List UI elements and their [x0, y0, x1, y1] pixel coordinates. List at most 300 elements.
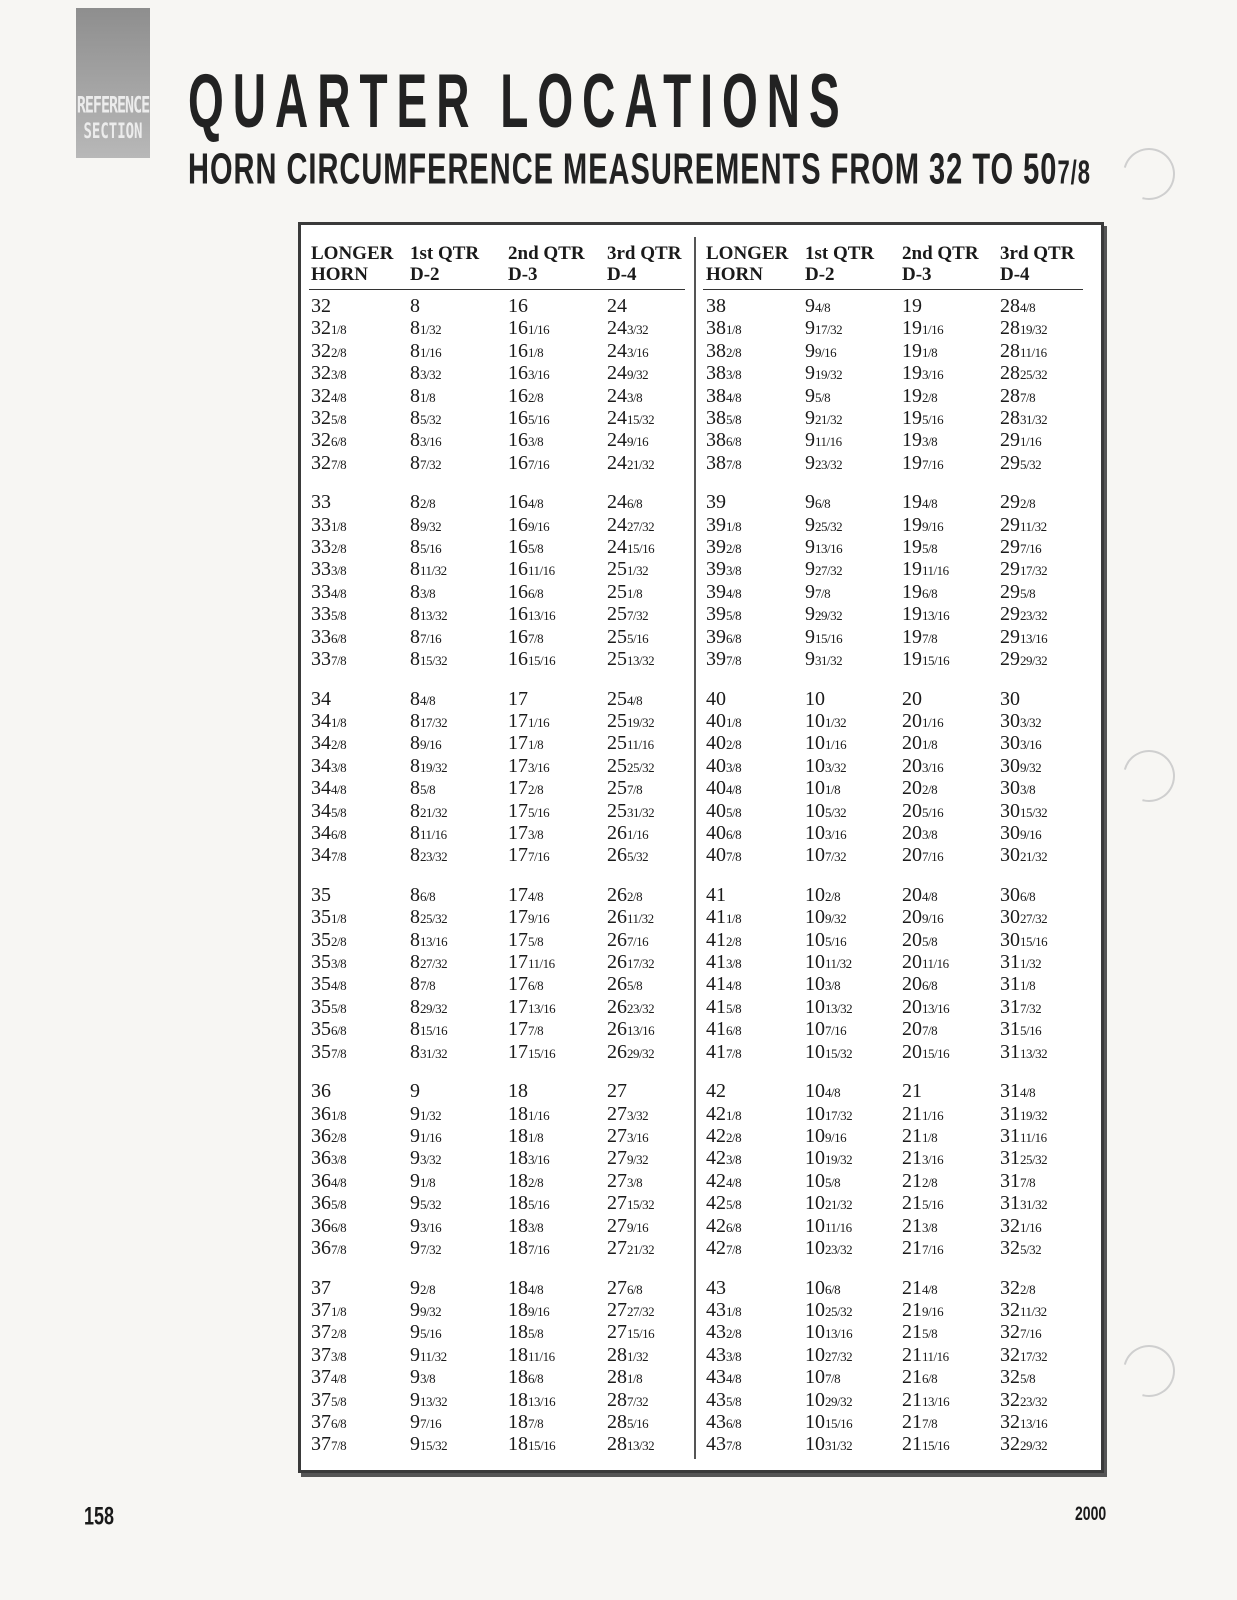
third-quarter-cell: 2727/32: [607, 1298, 655, 1321]
second-quarter-cell: 187/16: [508, 1236, 550, 1259]
third-quarter-cell: 2917/32: [1000, 558, 1048, 581]
table-row: [301, 385, 1101, 407]
table-row: [301, 1147, 1101, 1169]
third-quarter-cell: 2923/32: [1000, 603, 1048, 626]
second-quarter-cell: 215/8: [902, 1321, 938, 1344]
horn-length-cell: 402/8: [706, 732, 742, 755]
third-quarter-cell: 3223/32: [1000, 1388, 1048, 1411]
table-row: [301, 626, 1101, 648]
table-row: [301, 1277, 1101, 1299]
first-quarter-cell: 819/32: [410, 754, 448, 777]
first-quarter-cell: 109/32: [805, 906, 847, 929]
first-quarter-cell: 97/32: [410, 1236, 442, 1259]
third-quarter-cell: 3015/32: [1000, 799, 1048, 822]
table-row: [301, 295, 1101, 317]
horn-length-cell: 331/8: [311, 513, 347, 536]
second-quarter-cell: 1911/16: [902, 558, 949, 581]
table-row: [301, 755, 1101, 777]
third-quarter-cell: 2715/16: [607, 1321, 655, 1344]
second-quarter-cell: 161/8: [508, 339, 544, 362]
first-quarter-cell: 1013/32: [805, 995, 853, 1018]
third-quarter-cell: 303/8: [1000, 777, 1036, 800]
second-quarter-cell: 163/16: [508, 362, 550, 385]
third-quarter-cell: 2819/32: [1000, 317, 1048, 340]
second-quarter-cell: 186/8: [508, 1366, 544, 1389]
table-row: [301, 491, 1101, 513]
horn-length-cell: 382/8: [706, 339, 742, 362]
horn-length-cell: 342/8: [311, 732, 347, 755]
table-row: [301, 1103, 1101, 1125]
first-quarter-cell: 1011/32: [805, 951, 852, 974]
horn-length-cell: 324/8: [311, 384, 347, 407]
third-quarter-cell: 303/16: [1000, 732, 1042, 755]
horn-length-cell: 352/8: [311, 928, 347, 951]
first-quarter-cell: 91/32: [410, 1102, 442, 1125]
first-quarter-cell: 95/16: [410, 1321, 442, 1344]
horn-length-cell: 427/8: [706, 1236, 742, 1259]
third-quarter-cell: 2813/32: [607, 1433, 655, 1456]
third-quarter-cell: 3125/32: [1000, 1147, 1048, 1170]
first-quarter-cell: 107/8: [805, 1366, 841, 1389]
third-quarter-cell: 3027/32: [1000, 906, 1048, 929]
first-quarter-cell: 85/8: [410, 777, 436, 800]
first-quarter-cell: 919/32: [805, 362, 843, 385]
horn-length-cell: 336/8: [311, 625, 347, 648]
horn-length-cell: 366/8: [311, 1214, 347, 1237]
first-quarter-cell: 105/32: [805, 799, 847, 822]
horn-length-cell: 333/8: [311, 558, 347, 581]
third-quarter-cell: 2825/32: [1000, 362, 1048, 385]
table-row: [301, 603, 1101, 625]
first-quarter-cell: 927/32: [805, 558, 843, 581]
table-row: [301, 1389, 1101, 1411]
measurement-group: [301, 884, 1101, 1063]
third-quarter-cell: 284/8: [1000, 295, 1036, 317]
first-quarter-cell: 99/16: [805, 339, 837, 362]
header-rule: [703, 289, 1083, 290]
second-quarter-cell: 189/16: [508, 1298, 550, 1321]
second-quarter-cell: 1613/16: [508, 603, 556, 626]
third-quarter-cell: 254/8: [607, 687, 643, 710]
second-quarter-cell: 169/16: [508, 513, 550, 536]
third-quarter-cell: 309/32: [1000, 754, 1042, 777]
column-header: 2nd QTR D-3: [902, 243, 979, 285]
first-quarter-cell: 91/16: [410, 1124, 442, 1147]
second-quarter-cell: 192/8: [902, 384, 938, 407]
table-row: [301, 429, 1101, 451]
second-quarter-cell: 2011/16: [902, 951, 949, 974]
first-quarter-cell: 911/16: [805, 429, 842, 452]
first-quarter-cell: 97/8: [805, 580, 831, 603]
second-quarter-cell: 177/16: [508, 844, 550, 867]
third-quarter-cell: 3211/32: [1000, 1298, 1047, 1321]
horn-length-cell: 327/8: [311, 451, 347, 474]
horn-length-cell: 414/8: [706, 973, 742, 996]
third-quarter-cell: 291/16: [1000, 429, 1042, 452]
horn-length-cell: 421/8: [706, 1102, 742, 1125]
table-row: [301, 1125, 1101, 1147]
first-quarter-cell: 831/32: [410, 1040, 448, 1063]
page-title: QUARTER LOCATIONS: [188, 57, 849, 144]
horn-length-cell: 373/8: [311, 1343, 347, 1366]
column-header: 3rd QTR D-4: [607, 243, 682, 285]
third-quarter-cell: 2511/16: [607, 732, 654, 755]
third-quarter-cell: 246/8: [607, 491, 643, 514]
third-quarter-cell: 3119/32: [1000, 1102, 1048, 1125]
table-row: [301, 822, 1101, 844]
third-quarter-cell: 2629/32: [607, 1040, 655, 1063]
second-quarter-cell: 17: [508, 687, 528, 710]
second-quarter-cell: 181/16: [508, 1102, 550, 1125]
horn-length-cell: 38: [706, 295, 726, 317]
first-quarter-cell: 913/16: [805, 536, 843, 559]
first-quarter-cell: 92/8: [410, 1276, 436, 1299]
second-quarter-cell: 162/8: [508, 384, 544, 407]
horn-length-cell: 356/8: [311, 1018, 347, 1041]
measurement-group: [301, 491, 1101, 670]
horn-length-cell: 32: [311, 295, 331, 317]
first-quarter-cell: 106/8: [805, 1276, 841, 1299]
first-quarter-cell: 107/16: [805, 1018, 847, 1041]
first-quarter-cell: 1031/32: [805, 1433, 853, 1456]
second-quarter-cell: 185/8: [508, 1321, 544, 1344]
measurement-table: [298, 222, 1104, 1473]
binder-hole-icon: [1113, 740, 1184, 811]
horn-length-cell: 353/8: [311, 951, 347, 974]
table-row: [301, 317, 1101, 339]
first-quarter-cell: 815/16: [410, 1018, 448, 1041]
second-quarter-cell: 197/8: [902, 625, 938, 648]
table-row: [301, 951, 1101, 973]
subtitle-fraction: 7/8: [1057, 153, 1092, 191]
third-quarter-cell: 2715/32: [607, 1192, 655, 1215]
column-header: 1st QTR D-2: [410, 243, 480, 285]
second-quarter-cell: 215/16: [902, 1192, 944, 1215]
second-quarter-cell: 201/8: [902, 732, 938, 755]
horn-length-cell: 344/8: [311, 777, 347, 800]
third-quarter-cell: 2513/32: [607, 648, 655, 671]
third-quarter-cell: 295/8: [1000, 580, 1036, 603]
second-quarter-cell: 2015/16: [902, 1040, 950, 1063]
second-quarter-cell: 1813/16: [508, 1388, 556, 1411]
first-quarter-cell: 83/32: [410, 362, 442, 385]
third-quarter-cell: 24: [607, 295, 627, 317]
first-quarter-cell: 1015/16: [805, 1410, 853, 1433]
third-quarter-cell: 3015/16: [1000, 928, 1048, 951]
table-row: [301, 581, 1101, 603]
second-quarter-cell: 176/8: [508, 973, 544, 996]
table-row: [301, 407, 1101, 429]
third-quarter-cell: 265/8: [607, 973, 643, 996]
horn-length-cell: 367/8: [311, 1236, 347, 1259]
first-quarter-cell: 815/32: [410, 648, 448, 671]
second-quarter-cell: 195/8: [902, 536, 938, 559]
first-quarter-cell: 91/8: [410, 1169, 436, 1192]
horn-length-cell: 425/8: [706, 1192, 742, 1215]
first-quarter-cell: 84/8: [410, 687, 436, 710]
table-row: [301, 648, 1101, 670]
first-quarter-cell: 823/32: [410, 844, 448, 867]
second-quarter-cell: 1711/16: [508, 951, 555, 974]
third-quarter-cell: 251/32: [607, 558, 649, 581]
first-quarter-cell: 101/32: [805, 709, 847, 732]
second-quarter-cell: 1611/16: [508, 558, 555, 581]
third-quarter-cell: 261/16: [607, 821, 649, 844]
horn-length-cell: 386/8: [706, 429, 742, 452]
horn-length-cell: 394/8: [706, 580, 742, 603]
horn-length-cell: 335/8: [311, 603, 347, 626]
page-subtitle: [188, 146, 1091, 196]
second-quarter-cell: 191/8: [902, 339, 938, 362]
second-quarter-cell: 195/16: [902, 407, 944, 429]
second-quarter-cell: 16: [508, 295, 528, 317]
second-quarter-cell: 182/8: [508, 1169, 544, 1192]
first-quarter-cell: 811/16: [410, 821, 447, 844]
horn-length-cell: 383/8: [706, 362, 742, 385]
first-quarter-cell: 109/16: [805, 1124, 847, 1147]
second-quarter-cell: 175/8: [508, 928, 544, 951]
horn-length-cell: 33: [311, 491, 331, 514]
reference-label: REFERENCE: [76, 91, 150, 119]
horn-length-cell: 391/8: [706, 513, 742, 536]
second-quarter-cell: 213/8: [902, 1214, 938, 1237]
horn-length-cell: 34: [311, 687, 331, 710]
horn-length-cell: 437/8: [706, 1433, 742, 1456]
first-quarter-cell: 81/32: [410, 317, 442, 340]
table-row: [301, 1321, 1101, 1343]
first-quarter-cell: 813/16: [410, 928, 448, 951]
third-quarter-cell: 315/16: [1000, 1018, 1042, 1041]
table-row: [301, 1366, 1101, 1388]
table-row: [301, 884, 1101, 906]
first-quarter-cell: 85/32: [410, 407, 442, 429]
third-quarter-cell: 2611/32: [607, 906, 654, 929]
third-quarter-cell: 2623/32: [607, 995, 655, 1018]
second-quarter-cell: 1715/16: [508, 1040, 556, 1063]
measurement-group: [301, 1277, 1101, 1456]
second-quarter-cell: 199/16: [902, 513, 944, 536]
horn-length-cell: 377/8: [311, 1433, 347, 1456]
first-quarter-cell: 83/8: [410, 580, 436, 603]
second-quarter-cell: 205/8: [902, 928, 938, 951]
measurement-group: [301, 1080, 1101, 1259]
table-row: [301, 1018, 1101, 1040]
horn-length-cell: 37: [311, 1276, 331, 1299]
table-row: [301, 973, 1101, 995]
horn-length-cell: 323/8: [311, 362, 347, 385]
third-quarter-cell: 311/32: [1000, 951, 1042, 974]
table-row: [301, 536, 1101, 558]
first-quarter-cell: 1019/32: [805, 1147, 853, 1170]
third-quarter-cell: 3213/16: [1000, 1410, 1048, 1433]
third-quarter-cell: 243/16: [607, 339, 649, 362]
horn-length-cell: 422/8: [706, 1124, 742, 1147]
first-quarter-cell: 1011/16: [805, 1214, 852, 1237]
second-quarter-cell: 1815/16: [508, 1433, 556, 1456]
first-quarter-cell: 931/32: [805, 648, 843, 671]
table-row: [301, 514, 1101, 536]
column-header: 3rd QTR D-4: [1000, 243, 1075, 285]
section-label: SECTION: [83, 120, 143, 144]
first-quarter-cell: 95/32: [410, 1192, 442, 1215]
first-quarter-cell: 8: [410, 295, 420, 317]
horn-length-cell: 393/8: [706, 558, 742, 581]
horn-length-cell: 375/8: [311, 1388, 347, 1411]
third-quarter-cell: 27: [607, 1080, 627, 1103]
third-quarter-cell: 273/32: [607, 1102, 649, 1125]
horn-length-cell: 426/8: [706, 1214, 742, 1237]
first-quarter-cell: 1025/32: [805, 1298, 853, 1321]
second-quarter-cell: 164/8: [508, 491, 544, 514]
horn-length-cell: 392/8: [706, 536, 742, 559]
third-quarter-cell: 249/16: [607, 429, 649, 452]
third-quarter-cell: 3113/32: [1000, 1040, 1048, 1063]
first-quarter-cell: 82/8: [410, 491, 436, 514]
third-quarter-cell: 325/32: [1000, 1236, 1042, 1259]
horn-length-cell: 396/8: [706, 625, 742, 648]
first-quarter-cell: 1015/32: [805, 1040, 853, 1063]
table-row: [301, 452, 1101, 474]
third-quarter-cell: 265/32: [607, 844, 649, 867]
first-quarter-cell: 103/16: [805, 821, 847, 844]
table-row: [301, 1299, 1101, 1321]
third-quarter-cell: 3229/32: [1000, 1433, 1048, 1456]
second-quarter-cell: 181/8: [508, 1124, 544, 1147]
second-quarter-cell: 203/8: [902, 821, 938, 844]
horn-length-cell: 321/8: [311, 317, 347, 340]
second-quarter-cell: 161/16: [508, 317, 550, 340]
third-quarter-cell: 295/32: [1000, 451, 1042, 474]
second-quarter-cell: 1811/16: [508, 1343, 555, 1366]
first-quarter-cell: 104/8: [805, 1080, 841, 1103]
second-quarter-cell: 187/8: [508, 1410, 544, 1433]
first-quarter-cell: 825/32: [410, 906, 448, 929]
horn-length-cell: 397/8: [706, 648, 742, 671]
horn-length-cell: 39: [706, 491, 726, 514]
second-quarter-cell: 20: [902, 687, 922, 710]
second-quarter-cell: 165/16: [508, 407, 550, 429]
horn-length-cell: 372/8: [311, 1321, 347, 1344]
table-row: [301, 844, 1101, 866]
first-quarter-cell: 1029/32: [805, 1388, 853, 1411]
subtitle-text: HORN CIRCUMFERENCE MEASUREMENTS FROM 32 TO 50: [188, 146, 1058, 194]
table-row: [301, 1192, 1101, 1214]
horn-length-cell: 374/8: [311, 1366, 347, 1389]
first-quarter-cell: 9: [410, 1080, 420, 1103]
horn-length-cell: 424/8: [706, 1169, 742, 1192]
horn-length-cell: 361/8: [311, 1102, 347, 1125]
first-quarter-cell: 85/16: [410, 536, 442, 559]
second-quarter-cell: 177/8: [508, 1018, 544, 1041]
table-row: [301, 929, 1101, 951]
column-header: LONGER HORN: [311, 243, 394, 285]
horn-length-cell: 435/8: [706, 1388, 742, 1411]
third-quarter-cell: 317/32: [1000, 995, 1042, 1018]
third-quarter-cell: 309/16: [1000, 821, 1042, 844]
second-quarter-cell: 179/16: [508, 906, 550, 929]
horn-length-cell: 411/8: [706, 906, 742, 929]
third-quarter-cell: 281/8: [607, 1366, 643, 1389]
second-quarter-cell: 2115/16: [902, 1433, 950, 1456]
table-row: [301, 777, 1101, 799]
horn-length-cell: 423/8: [706, 1147, 742, 1170]
third-quarter-cell: 2519/32: [607, 709, 655, 732]
first-quarter-cell: 102/8: [805, 883, 841, 906]
table-row: [301, 340, 1101, 362]
horn-length-cell: 334/8: [311, 580, 347, 603]
second-quarter-cell: 201/16: [902, 709, 944, 732]
first-quarter-cell: 87/16: [410, 625, 442, 648]
first-quarter-cell: 89/16: [410, 732, 442, 755]
first-quarter-cell: 915/16: [805, 625, 843, 648]
third-quarter-cell: 255/16: [607, 625, 649, 648]
third-quarter-cell: 251/8: [607, 580, 643, 603]
second-quarter-cell: 194/8: [902, 491, 938, 514]
table-row: [301, 732, 1101, 754]
second-quarter-cell: 213/16: [902, 1147, 944, 1170]
first-quarter-cell: 105/8: [805, 1169, 841, 1192]
first-quarter-cell: 827/32: [410, 951, 448, 974]
third-quarter-cell: 322/8: [1000, 1276, 1036, 1299]
first-quarter-cell: 87/8: [410, 973, 436, 996]
second-quarter-cell: 209/16: [902, 906, 944, 929]
horn-length-cell: 355/8: [311, 995, 347, 1018]
first-quarter-cell: 1013/16: [805, 1321, 853, 1344]
first-quarter-cell: 86/8: [410, 883, 436, 906]
horn-length-cell: 341/8: [311, 709, 347, 732]
third-quarter-cell: 292/8: [1000, 491, 1036, 514]
table-row: [301, 1411, 1101, 1433]
second-quarter-cell: 172/8: [508, 777, 544, 800]
first-quarter-cell: 917/32: [805, 317, 843, 340]
table-row: [301, 1170, 1101, 1192]
table-row: [301, 688, 1101, 710]
second-quarter-cell: 197/16: [902, 451, 944, 474]
third-quarter-cell: 2613/16: [607, 1018, 655, 1041]
third-quarter-cell: 3131/32: [1000, 1192, 1048, 1215]
third-quarter-cell: 257/8: [607, 777, 643, 800]
second-quarter-cell: 202/8: [902, 777, 938, 800]
second-quarter-cell: 193/16: [902, 362, 944, 385]
horn-length-cell: 434/8: [706, 1366, 742, 1389]
second-quarter-cell: 1913/16: [902, 603, 950, 626]
third-quarter-cell: 2531/32: [607, 799, 655, 822]
horn-length-cell: 407/8: [706, 844, 742, 867]
first-quarter-cell: 107/32: [805, 844, 847, 867]
second-quarter-cell: 206/8: [902, 973, 938, 996]
horn-length-cell: 365/8: [311, 1192, 347, 1215]
second-quarter-cell: 174/8: [508, 883, 544, 906]
third-quarter-cell: 267/16: [607, 928, 649, 951]
second-quarter-cell: 217/16: [902, 1236, 944, 1259]
second-quarter-cell: 19: [902, 295, 922, 317]
horn-length-cell: 357/8: [311, 1040, 347, 1063]
first-quarter-cell: 915/32: [410, 1433, 448, 1456]
third-quarter-cell: 2415/32: [607, 407, 655, 429]
first-quarter-cell: 89/32: [410, 513, 442, 536]
third-quarter-cell: 2427/32: [607, 513, 655, 536]
horn-length-cell: 406/8: [706, 821, 742, 844]
binder-hole-icon: [1113, 138, 1184, 209]
third-quarter-cell: 297/16: [1000, 536, 1042, 559]
second-quarter-cell: 205/16: [902, 799, 944, 822]
third-quarter-cell: 279/16: [607, 1214, 649, 1237]
first-quarter-cell: 911/32: [410, 1343, 447, 1366]
header-rule: [309, 289, 685, 290]
first-quarter-cell: 105/16: [805, 928, 847, 951]
horn-length-cell: 35: [311, 883, 331, 906]
second-quarter-cell: 193/8: [902, 429, 938, 452]
